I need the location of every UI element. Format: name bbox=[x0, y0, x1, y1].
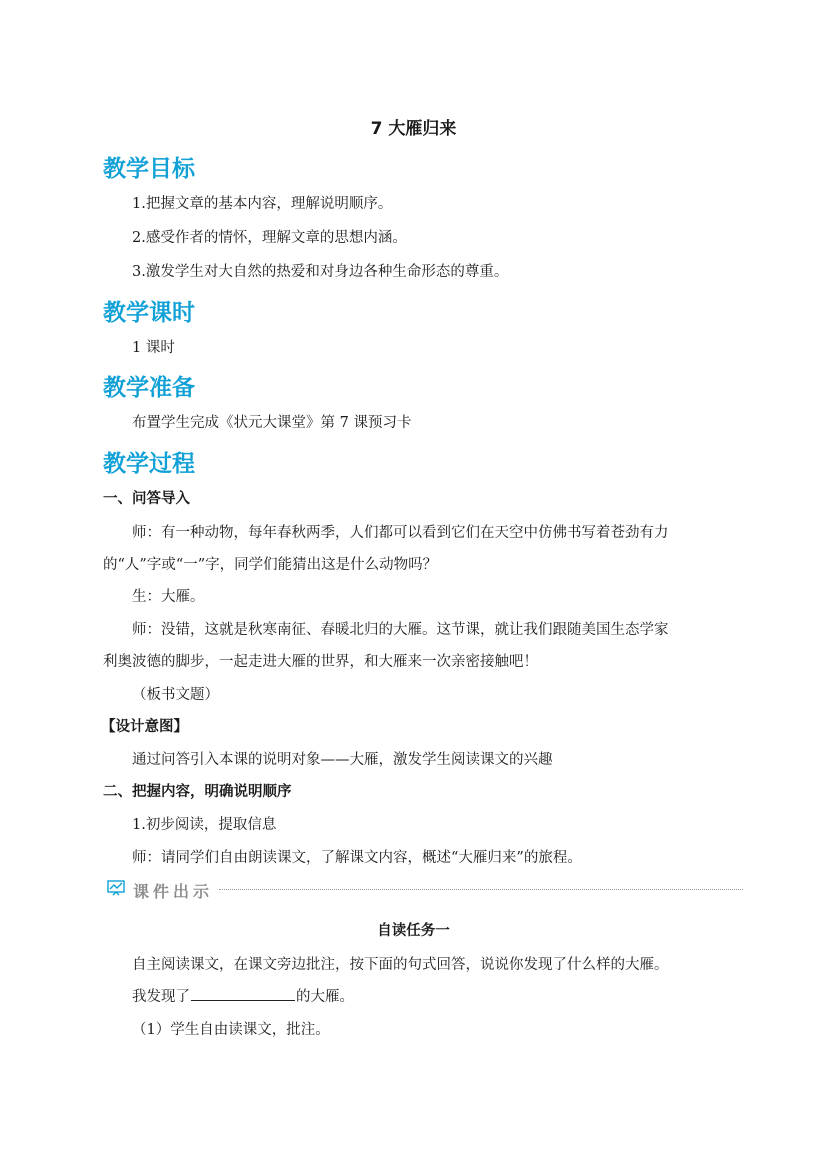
teacher-line-2b: 利奥波德的脚步，一起走进大雁的世界，和大雁来一次亲密接触吧！ bbox=[103, 654, 538, 670]
task-title: 自读任务一 bbox=[377, 923, 450, 939]
heading-teaching-goals: 教学目标 bbox=[103, 156, 195, 182]
answer-pattern bbox=[132, 985, 354, 1006]
courseware-banner bbox=[103, 878, 743, 900]
teacher-line-1a: 师：有一种动物，每年春秋两季，人们都可以看到它们在天空中仿佛书写着苍劲有力 bbox=[132, 525, 669, 541]
design-intent-heading: 【设计意图】 bbox=[101, 719, 188, 735]
heading-teaching-prep: 教学准备 bbox=[103, 375, 195, 401]
board-note: （板书文题） bbox=[132, 687, 219, 703]
design-intent-text: 通过问答引入本课的说明对象——大雁，激发学生阅读课文的兴趣 bbox=[132, 752, 553, 768]
goal-item-2: 2.感受作者的情怀，理解文章的思想内涵。 bbox=[132, 230, 407, 246]
goal-item-1: 1.把握文章的基本内容，理解说明顺序。 bbox=[132, 196, 393, 212]
dotted-divider bbox=[219, 889, 743, 890]
goal-item-3: 3.激发学生对大自然的热爱和对身边各种生命形态的尊重。 bbox=[132, 264, 509, 280]
heading-teaching-process: 教学过程 bbox=[103, 451, 195, 477]
student-line-1: 生：大雁。 bbox=[132, 589, 205, 605]
part2-teacher: 师：请同学们自由朗读课文，了解课文内容，概述“大雁归来”的旅程。 bbox=[132, 850, 582, 866]
task-step-1: （1）学生自由读课文，批注。 bbox=[132, 1022, 330, 1038]
hours-text: 1 课时 bbox=[132, 340, 175, 356]
part2-heading: 二、把握内容，明确说明顺序 bbox=[103, 784, 292, 800]
lesson-title: 7 大雁归来 bbox=[370, 119, 457, 139]
chart-icon bbox=[107, 880, 125, 900]
courseware-label: 课件出示 bbox=[133, 882, 214, 901]
prep-text: 布置学生完成《状元大课堂》第 7 课预习卡 bbox=[132, 415, 412, 431]
part2-sub1: 1.初步阅读，提取信息 bbox=[132, 817, 277, 833]
answer-blank bbox=[191, 988, 295, 1001]
part1-heading: 一、问答导入 bbox=[103, 491, 190, 507]
pattern-before: 我发现了 bbox=[132, 989, 190, 1005]
pattern-after: 的大雁。 bbox=[296, 989, 354, 1005]
teacher-line-2a: 师：没错，这就是秋寒南征、春暖北归的大雁。这节课，就让我们跟随美国生态学家 bbox=[132, 622, 669, 638]
task-instruction: 自主阅读课文，在课文旁边批注，按下面的句式回答，说说你发现了什么样的大雁。 bbox=[132, 957, 669, 973]
teacher-line-1b: 的“人”字或“一”字，同学们能猜出这是什么动物吗？ bbox=[103, 557, 438, 573]
heading-teaching-hours: 教学课时 bbox=[103, 300, 195, 326]
